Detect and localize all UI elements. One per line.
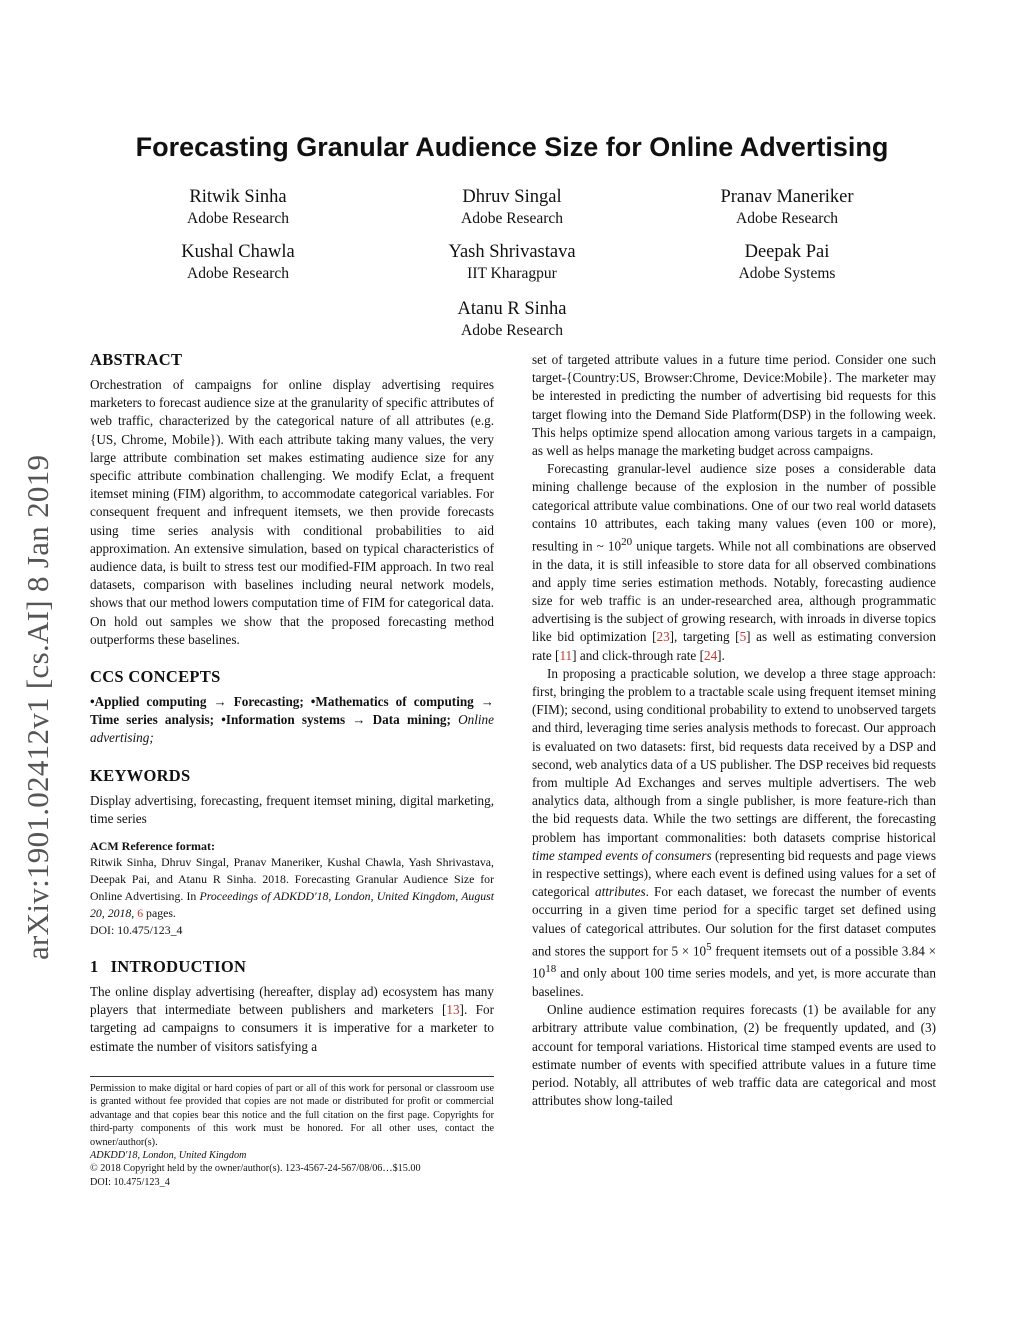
intro-text: The online display advertising (hereafter, display ad) ecosystem has many players that intermediate between publishers and marketers [ — [90, 984, 494, 1018]
body-paragraph: set of targeted attribute values in a future time period. Consider one such target-{Country:US, Browser:Chrome, Device:Mobile}. The marketer may be interested in predicting the number of advertising bid requests for this target flowing into the Demand Side Platform(DSP) in the following week. This helps optimize spend allocation among various targets in a campaign, as well as helps manage the marketing budget across campaigns. — [532, 352, 936, 459]
author-block — [88, 185, 388, 229]
body-text: ] and click-through rate [ — [572, 647, 704, 663]
body-text: In proposing a practicable solution, we develop a three stage approach: first, bringing the problem to a tractable scale using frequent itemset mining (FIM); second, using conditional probability to extend to unobserved targets and third, leveraging time series analysis methods to forecast. Our approach is evaluated on two datasets: first, bid requests data received by a DSP and second, web analytics data of a US publisher. The DSP receives bid requests from multiple Ad Exchanges and serves multiple advertisers. The web analytics data, although from a single publisher, is more feature-rich than the bid requests data. While the two settings are different, the forecasting problem has important commonalities: both datasets comprise historical — [532, 665, 936, 845]
acm-reference-text — [90, 854, 494, 922]
superscript: 20 — [621, 536, 633, 549]
body-paragraph — [532, 665, 936, 1001]
emphasis-text: time stamped events of consumers — [532, 847, 712, 863]
author-name: Deepak Pai — [744, 242, 830, 262]
citation-link[interactable]: 5 — [739, 629, 747, 645]
body-text: . For each dataset, we forecast the number of events occurring in a given time period for a specific target set defined using values of categorical attributes. Our solution for the first dataset computes and stores the support for 5 × 10 — [532, 884, 936, 959]
author-affiliation: Adobe Research — [461, 210, 563, 227]
author-block — [637, 185, 937, 229]
section-number: 1 — [90, 957, 99, 977]
acm-reference-heading: ACM Reference format: — [90, 839, 216, 854]
citation-link[interactable]: 23 — [656, 629, 670, 645]
author-affiliation: Adobe Research — [187, 265, 289, 282]
body-text: Forecasting granular-level audience size poses a considerable data mining challenge because of the explosion in the number of possible categorical attribute value combinations. One of our two real world datasets contains 10 attributes, each taking many values (even 100 or more), resulting in ~ 10 — [532, 461, 936, 554]
emphasis-text: attributes — [595, 884, 646, 900]
introduction-heading — [90, 957, 494, 977]
body-text: (representing bid requests and page views in respective settings), where each event is defined using values for a set of categorical — [532, 847, 936, 900]
author-name: Atanu R Sinha — [457, 299, 567, 319]
right-column — [532, 351, 936, 1111]
acm-reference-citation: Ritwik Sinha, Dhruv Singal, Pranav Maneriker, Kushal Chawla, Yash Shrivastava, Deepak Pai, and Atanu R Sinha. 2018. Forecasting Granular Audience Size for Online Advertising. In — [90, 855, 494, 904]
footnote-venue: ADKDD'18, London, United Kingdom — [90, 1150, 247, 1162]
body-text: and only about 100 time series models, and yet, is more accurate than baselines. — [532, 965, 936, 1000]
author-name: Ritwik Sinha — [189, 187, 287, 207]
author-block — [637, 240, 937, 284]
paper-title: Forecasting Granular Audience Size for Online Advertising — [135, 132, 889, 162]
intro-text: ]. For targeting ad campaigns to consumers it is imperative for a marketer to estimate the number of visitors satisfying a — [90, 1002, 494, 1054]
acm-reference-pages: pages. — [143, 906, 176, 921]
superscript: 18 — [545, 963, 557, 976]
abstract-heading: ABSTRACT — [90, 350, 183, 369]
ccs-concepts-list: •Applied computing → Forecasting; •Mathematics of computing → Time series analysis; •Information systems → Data mining; — [90, 694, 494, 728]
author-block — [362, 240, 662, 284]
acm-reference-venue: Proceedings of ADKDD'18, London, United Kingdom, August 20, 2018, — [90, 889, 494, 921]
body-text: unique targets. While not all combinations are observed in the data, it is still infeasible to store data for all observed combinations and apply time series estimation methods. Notably, forecasting audience size for web traffic is an under-researched area, although programmatic advertising is the subject of growing research, with inroads in diverse topics like bid optimization [ — [532, 538, 936, 645]
footnote-copyright: © 2018 Copyright held by the owner/author(s). 123-4567-24-567/08/06…$15.00 — [90, 1163, 421, 1175]
permission-text: Permission to make digital or hard copies of part or all of this work for personal or classroom use is granted without fee provided that copies are not made or distributed for profit or commercial advantage and that copies bear this notice and the full citation on the first page. Copyrights for third-party components of this work must be honored. For all other uses, contact the owner/author(s). — [90, 1083, 494, 1148]
author-name: Pranav Maneriker — [720, 187, 854, 207]
author-block — [362, 185, 662, 229]
body-paragraph: Online audience estimation requires forecasts (1) be available for any arbitrary attribute value combination, (2) be frequently updated, and (3) account for temporal variations. Historical time stamped events are used to estimate number of events with specified attribute values in a future time period. Notably, all attributes of web traffic data are categorical and most attributes show long-tailed — [532, 1002, 936, 1109]
author-block — [362, 297, 662, 341]
body-text: ]. — [717, 647, 725, 663]
keywords-text: Display advertising, forecasting, frequent itemset mining, digital marketing, time series — [90, 792, 494, 826]
body-text: ] as well as estimating conversion rate [ — [532, 629, 936, 663]
ccs-concepts-tail: Online advertising; — [90, 712, 494, 746]
body-text: frequent itemsets out of a possible 3.84 × 10 — [532, 943, 937, 981]
ccs-heading: CCS CONCEPTS — [90, 667, 221, 687]
citation-link[interactable]: 11 — [559, 647, 573, 663]
section-title: INTRODUCTION — [110, 957, 247, 977]
author-affiliation: IIT Kharagpur — [467, 265, 557, 282]
keywords-heading: KEYWORDS — [90, 765, 191, 785]
introduction-paragraph — [90, 983, 494, 1056]
permission-footnote — [90, 1076, 494, 1189]
author-block — [88, 240, 388, 284]
body-text: ], targeting [ — [669, 629, 740, 645]
author-affiliation: Adobe Systems — [738, 265, 836, 282]
acm-reference-doi: DOI: 10.475/123_4 — [90, 923, 183, 938]
left-column — [90, 350, 494, 1056]
footnote-doi: DOI: 10.475/123_4 — [90, 1176, 170, 1188]
author-name: Kushal Chawla — [181, 242, 295, 262]
author-affiliation: Adobe Research — [736, 210, 838, 227]
author-name: Yash Shrivastava — [448, 242, 576, 262]
citation-link[interactable]: 24 — [703, 647, 718, 663]
abstract-text: Orchestration of campaigns for online display advertising requires marketers to forecast audience size at the granularity of specific attributes of web traffic, characterized by the categorical nature of all attributes (e.g. {US, Chrome, Mobile}). With each attribute taking many values, the very large attribute combination set makes estimating audience size for any specific attribute combination challenging. We modify Eclat, a frequent itemset mining (FIM) algorithm, to accommodate categorical variables. For consequent frequent and infrequent itemsets, we then provide forecasts using time series analysis with conditional probabilities to aid approximation. An extensive simulation, based on typical characteristics of audience data, is built to stress test our modified-FIM approach. In two real datasets, comparison with baselines including neural network models, shows that our method lowers computation time of FIM for categorical data. On hold out samples we show that the proposed forecasting method outperforms these baselines. — [90, 377, 494, 647]
body-paragraph — [532, 460, 936, 665]
superscript: 5 — [706, 940, 712, 953]
author-name: Dhruv Singal — [462, 187, 562, 207]
footnote-rule — [90, 1076, 494, 1077]
citation-link[interactable]: 13 — [446, 1002, 460, 1018]
author-affiliation: Adobe Research — [187, 210, 289, 227]
author-affiliation: Adobe Research — [461, 322, 563, 339]
page-count-link[interactable]: 6 — [137, 906, 144, 921]
arxiv-identifier[interactable]: arXiv:1901.02412v1 [cs.AI] 8 Jan 2019 — [20, 454, 55, 960]
ccs-concepts — [90, 693, 494, 748]
